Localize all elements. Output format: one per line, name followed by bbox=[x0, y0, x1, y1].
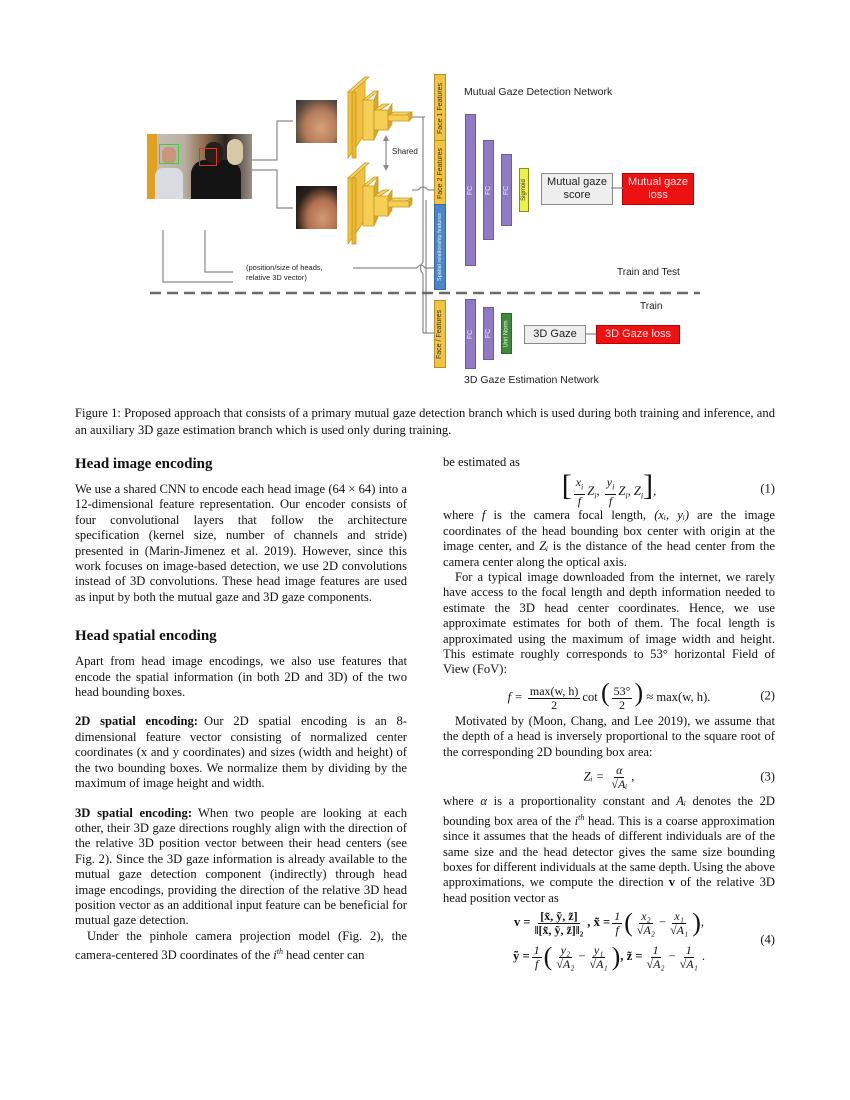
eq2-angle-num: 53° bbox=[613, 683, 631, 698]
mutual-gaze-network-title: Mutual Gaze Detection Network bbox=[464, 86, 613, 98]
head-box-green bbox=[159, 144, 179, 164]
fc-label: FC bbox=[485, 328, 492, 339]
eq4-number: (4) bbox=[760, 932, 775, 947]
paragraph-3d-spatial-encoding bbox=[75, 806, 407, 929]
eq3-number: (3) bbox=[760, 769, 775, 784]
face1-features-bar bbox=[434, 74, 446, 142]
math-i: i bbox=[574, 813, 579, 828]
score-line1: Mutual gaze bbox=[547, 176, 607, 188]
eq3-den: √Aᵢ bbox=[611, 776, 628, 791]
eq2-rhs: ≈ max(w, h). bbox=[646, 690, 711, 705]
gaze3d-network-title: 3D Gaze Estimation Network bbox=[464, 374, 599, 386]
text: is the distance of the head center from the camera center along the optical axis. bbox=[443, 539, 775, 569]
paragraph-head-image-encoding: We use a shared CNN to encode each head image (64 × 64) into a 12-dimensional feature representation. Our encoder consists of four convolutional layers that follow the architecture specification (kernel size, number of channels and stride) presented in (Marin-Jimenez et al. 2019). However, since this work focuses on image-based detection, we use 2D convolutions instead of 3D convolutions. These head image features are used as input by both the mutual gaze and 3D gaze components. bbox=[75, 482, 407, 604]
eq3-num: α bbox=[616, 762, 623, 777]
lead-text: be estimated as bbox=[443, 455, 520, 469]
eq2-lhs: f = bbox=[507, 690, 523, 705]
face2-features-label: Face 2 Features bbox=[436, 147, 444, 199]
eq4-z-lhs: , z̃ = bbox=[620, 949, 643, 964]
heading-head-image-encoding: Head image encoding bbox=[75, 456, 213, 472]
eq4-sqrtA1: √A₁ bbox=[670, 922, 689, 937]
fc-layer-2 bbox=[483, 140, 494, 240]
score-loss-connector bbox=[611, 187, 623, 189]
paragraph-eq1-explanation bbox=[443, 508, 775, 570]
spatial-features-bar bbox=[434, 204, 446, 290]
pinhole-text-1: Under the pinhole camera projection model (Fig. 2), the camera-centered 3D coordinates of the bbox=[75, 928, 407, 963]
face2-features-bar bbox=[434, 140, 446, 206]
equation-3 bbox=[443, 760, 775, 794]
connector-lines bbox=[0, 0, 850, 400]
loss-line2: loss bbox=[648, 189, 668, 201]
eq3-lhs: Zᵢ = bbox=[583, 768, 605, 783]
gaze3d-loss-box: 3D Gaze loss bbox=[596, 325, 680, 344]
text: head. This is a coarse approximation since it assumes that the heads of different individuals are of the same size and the head detector gives the same size bounding boxes for different individuals at the same depth. Using the above approximations, we compute the direction bbox=[443, 813, 775, 890]
loss-line1: Mutual gaze bbox=[628, 176, 688, 188]
eq4-x-lhs: , x̃ = bbox=[587, 915, 611, 930]
paragraph-spatial-intro: Apart from head image encodings, we also use features that encode the spatial information (in both 2D and 3D) of the two head bounding boxes. bbox=[75, 654, 407, 700]
cnn-encoder-2 bbox=[345, 160, 415, 250]
math-v: v bbox=[668, 875, 676, 890]
eq4-f: f bbox=[615, 922, 619, 937]
face1-features-label: Face 1 Features bbox=[436, 82, 444, 134]
train-label: Train bbox=[640, 301, 663, 312]
math-th: th bbox=[578, 812, 585, 822]
spatial-note-line1: (position/size of heads, bbox=[246, 263, 323, 272]
paragraph-2d-spatial-encoding bbox=[75, 714, 407, 791]
score-line2: score bbox=[563, 189, 591, 201]
text: is a proportionality constant and bbox=[487, 794, 677, 809]
equation-1 bbox=[443, 470, 775, 508]
text-2d-spatial-encoding: Our 2D spatial encoding is an 8-dimensional feature vector consisting of normalized center coordinates (x and y coordinates) and sizes (width and height) of the two bounding boxes. We normalize them by dividing by the maximum of image height and width. bbox=[75, 714, 408, 791]
eq2-cot: cot bbox=[582, 690, 598, 705]
head-box-red bbox=[199, 148, 217, 166]
eq2-num: max(w, h) bbox=[529, 683, 579, 698]
eq4-one: 1 bbox=[614, 908, 621, 923]
fc-label: FC bbox=[467, 329, 474, 339]
eq4-sqrtA2: √A₂ bbox=[636, 922, 655, 937]
right-column bbox=[443, 455, 775, 974]
mutual-gaze-score-box bbox=[541, 173, 613, 205]
spatial-features-label: Spatial relationship features bbox=[437, 213, 443, 281]
eq4-minus: − bbox=[578, 949, 586, 964]
eq4-sqrtA1: √A₁ bbox=[589, 956, 608, 971]
math-i: i bbox=[273, 948, 277, 963]
eq4-one: 1 bbox=[533, 942, 540, 957]
eq1-body: [ $\frac{x_i}{f}$ $Z_i$, $\frac{y_i}{f}$ $Z_i$, $Z_i$], bbox=[561, 469, 657, 508]
eq4-line2: ỹ = $\frac{1}{f}$ ( $\frac{\text{y₂}}{\text{√A₂}}$ − $\frac{\text{y₁}}{\text{√A₁}}$ ) , z̃ = $\frac{1}{\text{√A₂}}$ − $\frac{1}{\text{√A₁}}$ . bbox=[513, 942, 705, 972]
math-xy: (xᵢ, yᵢ) bbox=[654, 508, 690, 523]
text: is the camera focal length, bbox=[485, 508, 655, 523]
equation-2 bbox=[443, 678, 775, 714]
eq4-line1: v = $\frac{\text{[x̃, ỹ, z̃]}}{\text{‖[x̃, ỹ, z̃]‖₂}}$ , x̃ = $\frac{1}{f}$ ( $\frac{\text{x₂}}{\text{√A₂}}$ − $\frac{\text{x₁}}{\text{√A₁}}$ ) , bbox=[513, 908, 705, 938]
face-features-bar-bottom bbox=[434, 300, 446, 368]
fc-label: FC bbox=[467, 185, 474, 195]
eq4-v-num: [x̃, ỹ, z̃] bbox=[540, 908, 578, 923]
heading-head-spatial-encoding: Head spatial encoding bbox=[75, 628, 217, 645]
math-alpha: α bbox=[480, 794, 487, 809]
eq4-sqrtA1: √A₁ bbox=[679, 956, 698, 971]
spatial-input-note bbox=[246, 263, 323, 283]
text: where bbox=[443, 508, 482, 523]
pinhole-text-2: head center can bbox=[282, 948, 365, 963]
paragraph-depth-assumption: Motivated by (Moon, Chang, and Lee 2019), we assume that the depth of a head is inversely proportional to the square root of the corresponding 2D bounding box area: bbox=[443, 713, 775, 759]
eq3-body bbox=[584, 764, 635, 791]
sigmoid-layer bbox=[519, 168, 529, 212]
paragraph-alpha bbox=[443, 794, 775, 906]
label-2d-spatial-encoding: 2D spatial encoding: bbox=[75, 714, 198, 729]
eq4-x2: x₂ bbox=[641, 908, 651, 923]
eq4-f: f bbox=[534, 956, 539, 971]
face-crop-2 bbox=[296, 186, 337, 229]
eq4-sqrtA2: √A₂ bbox=[556, 956, 575, 971]
text: are the image coordinates of the head bounding box center with origin at the image center, and bbox=[443, 508, 775, 554]
figure-1 bbox=[0, 0, 850, 400]
figure-caption: Figure 1: Proposed approach that consists of a primary mutual gaze detection branch which is used during both training and inference, and an auxiliary 3D gaze estimation branch which is used only during training. bbox=[75, 406, 775, 437]
shared-label: Shared bbox=[392, 147, 418, 156]
equation-4 bbox=[443, 906, 775, 974]
input-image bbox=[147, 134, 252, 199]
eq4-sqrtA2: √A₂ bbox=[646, 956, 665, 971]
gaze3d-box: 3D Gaze bbox=[524, 325, 586, 344]
fc-layer-1 bbox=[465, 114, 476, 266]
math-th: th bbox=[276, 947, 283, 957]
eq3-trail: , bbox=[631, 768, 635, 783]
eq4-x1: x₁ bbox=[674, 908, 684, 923]
eq4-y-lhs: ỹ = bbox=[513, 949, 530, 964]
face-crop-1 bbox=[296, 100, 337, 143]
text: denotes the 2D bounding box area of the bbox=[443, 794, 775, 828]
fc-3d-layer-2 bbox=[483, 307, 494, 360]
unit-norm-label: Unit Norm bbox=[503, 319, 510, 348]
eq4-v-den: ‖[x̃, ỹ, z̃]‖₂ bbox=[534, 922, 584, 937]
eq4-y1: y₁ bbox=[593, 942, 604, 957]
eq2-angle-den: 2 bbox=[619, 697, 626, 712]
fc-label: FC bbox=[503, 185, 510, 195]
unit-norm-layer bbox=[501, 313, 512, 354]
paragraph-pinhole bbox=[75, 929, 407, 964]
train-and-test-label: Train and Test bbox=[617, 267, 680, 278]
fc-3d-layer-1 bbox=[465, 299, 476, 369]
label-3d-spatial-encoding: 3D spatial encoding: bbox=[75, 805, 193, 820]
eq4-minus: − bbox=[658, 915, 667, 930]
sigmoid-label: Sigmoid bbox=[521, 179, 527, 201]
eq2-den: 2 bbox=[551, 697, 558, 712]
fc-layer-3 bbox=[501, 154, 512, 226]
eq2-number: (2) bbox=[760, 688, 775, 703]
spatial-note-line2: relative 3D vector) bbox=[246, 273, 307, 282]
math-a: Aᵢ bbox=[676, 794, 686, 809]
eq4-v-lhs: v = bbox=[513, 915, 531, 930]
eq4-one: 1 bbox=[685, 942, 692, 957]
math-z: Zᵢ bbox=[539, 539, 549, 554]
eq4-y2: y₂ bbox=[560, 942, 571, 957]
eq1-number: (1) bbox=[760, 481, 775, 496]
paragraph-focal-length: For a typical image downloaded from the internet, we rarely have access to the focal length and depth information needed to estimate the 3D head center coordinates. Hence, we use approximate estimates for both of them. The focal length is approximated using the maximum of image width and height. This estimate roughly corresponds to 53° horizontal Field of View (FoV): bbox=[443, 570, 775, 677]
fc-label: FC bbox=[485, 185, 492, 195]
eq2-body: f = $\frac{\max(w, h)}{2}$ cot ( $\frac{53^\circ}{2}$ ) ≈ max(w, h). bbox=[507, 678, 711, 712]
text: where bbox=[443, 794, 481, 809]
mutual-gaze-loss-box bbox=[622, 173, 694, 205]
math-f: f bbox=[481, 508, 486, 523]
text: of the relative 3D head position vector as bbox=[443, 875, 775, 905]
text-3d-spatial-encoding: When two people are looking at each other, their 3D gaze directions roughly align with the direction of the relative 3D position vector between their head centers (see Fig. 2). Since the 3D gaze information is already available to the mutual gaze detection component (indirectly) through head image encodings, providing the direction of the relative 3D head position vector as an additional input feature can be beneficial for mutual gaze detection. bbox=[75, 805, 408, 928]
face-features-bottom-label: Face / Features bbox=[436, 309, 444, 359]
left-column bbox=[75, 455, 407, 964]
eq4-one: 1 bbox=[652, 942, 659, 957]
eq4-minus: − bbox=[668, 949, 676, 964]
